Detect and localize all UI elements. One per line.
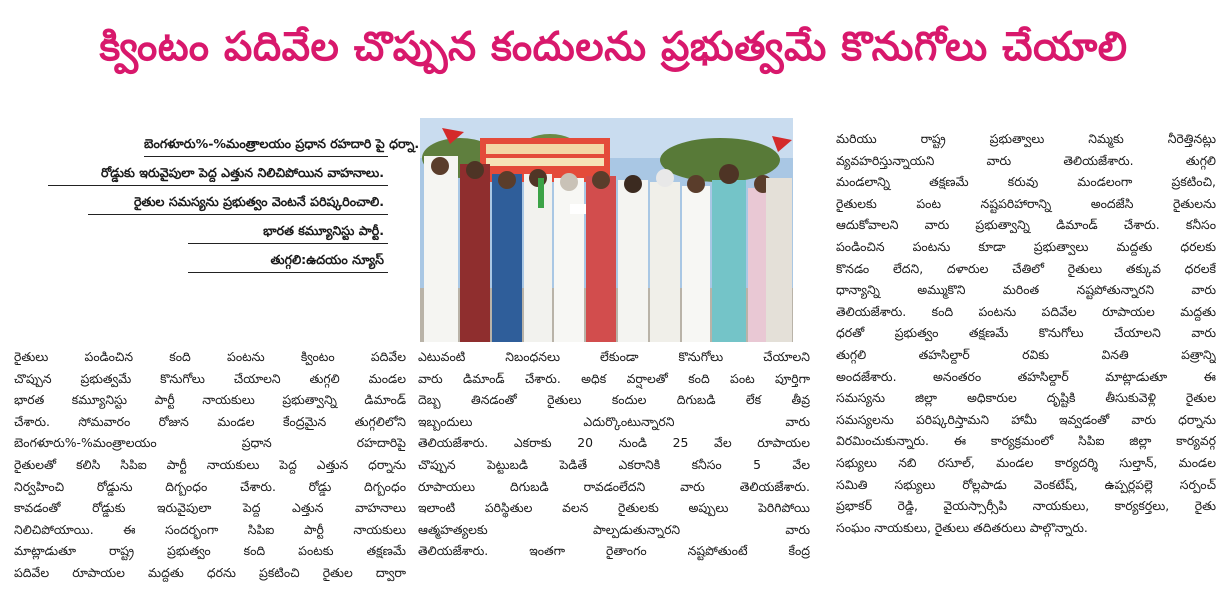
article-line: ఆదుకోవాలని వారు ప్రభుత్వాన్ని డిమాండ్ చేశారు. కనీసం (836, 217, 1216, 233)
highlight-item: రోడ్డుకు ఇరువైపులా పెద్ద ఎత్తున నిలిచిపోయిన వాహనాలు. (48, 159, 388, 186)
article-line: తెలియజేశారు. ఇంతగా రైతాంగం నష్టపోతుంటే కేంద్ర (418, 543, 810, 559)
article-line: సమస్యను జిల్లా అధికారుల దృష్టికి తీసుకువెళ్లి రైతుల (836, 390, 1216, 406)
article-line: ఆత్మహత్యలకు పాల్పడుతున్నారని వారు (418, 521, 810, 537)
article-line: కావడంతో రోడ్డుకు ఇరువైపులా పెద్ద ఎత్తున వాహనాలు (14, 500, 406, 516)
article-line: రైతులకు పంట నష్టపరిహారాన్ని అందజేసి రైతులను (836, 195, 1216, 211)
article-line: మరియు రాష్ట్ర ప్రభుత్వాలు నిమ్మకు నీరెత్తినట్లు (836, 131, 1216, 146)
article-line: సమితి సభ్యులు రోల్లపాడు వెంకటేష్, ఉప్పర్లపల్లె సర్పంచ్ (836, 476, 1216, 492)
article-line: రైతులతో కలిసి సిపిఐ పార్టీ నాయకులు పెద్ద ఎత్తున ధర్నాను (14, 456, 406, 472)
highlight-item: రైతుల సమస్యను ప్రభుత్వం వెంటనే పరిష్కరించాలి. (88, 188, 388, 215)
article-line: సంఘం నాయకులు, రైతులు తదితరులు పాల్గొన్నారు. (836, 519, 1088, 535)
headline: క్వింటం పదివేల చొప్పున కందులను ప్రభుత్వమే కొనుగోలు చేయాలి (99, 24, 1128, 70)
article-line: తెలియజేశారు. కంది పంటను పదివేల రూపాయల మద్దతు (836, 303, 1216, 319)
article-line: అందజేశారు. అనంతరం తహసిల్దార్ మాట్లాడుతూ ఈ (836, 368, 1216, 384)
article-column-2 (418, 346, 810, 562)
article-line: ధరతో ప్రభుత్వం తక్షణమే కొనుగోలు చేయాలని వారు (836, 325, 1216, 341)
article-line: విరమించుకున్నారు. ఈ కార్యక్రమంలో సిపిఐ జిల్లా కార్యవర్గ (836, 433, 1216, 449)
article-line: ఇలాంటి పరిస్థితుల వలన రైతులకు అప్పులు పెరిగిపోయి (418, 500, 810, 516)
article-line: వారు డిమాండ్ చేశారు. అధిక వర్షాలతో కంది పంట పూర్తిగా (418, 370, 810, 386)
article-line: మాట్లాడుతూ రాష్ట్ర ప్రభుత్వం కంది పంటకు తక్షణమే (14, 543, 406, 559)
article-line: పండించిన పంటను కూడా ప్రభుత్వాలు మద్దతు ధరలకు (836, 238, 1216, 254)
article-line: రైతులు పండించిన కంది పంటను క్వింటం పదివేల (14, 349, 406, 364)
article-line: పదివేల రూపాయల మద్దతు ధరను ప్రకటించి రైతుల ద్వారా (14, 564, 406, 580)
highlights-box (48, 130, 420, 275)
highlight-item: బెంగళూరు%-%మంత్రాలయం ప్రధాన రహదారి పై ధర్నా. (144, 130, 388, 157)
article-column-1 (14, 346, 406, 584)
article-line: సమస్యలను పరిష్కరిస్తామని హామీ ఇవ్వడంతో వారు ధర్నాను (836, 411, 1216, 427)
article-line: ఇబ్బందులు ఎదుర్కొంటున్నారని వారు (418, 413, 810, 429)
byline: తుగ్గలి:ఉదయం న్యూస్ (188, 246, 388, 273)
article-line: నిర్వహించి రోడ్డును దిగ్బంధం చేశారు. రోడ్డు దిగ్బంధం (14, 478, 406, 494)
article-column-3 (836, 128, 1216, 538)
article-line: వ్యవహరిస్తున్నాయని వారు తెలియజేశారు. తుగ్గలి (836, 152, 1216, 168)
news-photo (420, 118, 793, 342)
article-line: రూపాయలు దిగుబడి రావడంలేదని వారు తెలియజేశారు. (418, 478, 810, 494)
article-line: కొనడం లేదని, దళారుల చేతిలో రైతులు తక్కువ ధరలకే (836, 260, 1216, 276)
article-line: చేశారు. సోమవారం రోజున మండల కేంద్రమైన తుగ్గలిలోని (14, 413, 406, 429)
article-line: చొప్పున పెట్టుబడి పెడితే ఎకరానికి కనీసం 5 వేల (418, 456, 810, 472)
article-line: ధాన్యాన్ని అమ్ముకొని మరింత నష్టపోతున్నారని వారు (836, 282, 1216, 298)
protest-photo-illustration (420, 118, 793, 342)
article-line: ప్రభాకర్ రెడ్డి, వైయస్సార్సీపి నాయకులు, కార్యకర్తలు, రైతు (836, 498, 1216, 514)
article-line: సభ్యులు నబి రసూల్, మండల కార్యదర్శి సుల్తాన్, మండల (836, 454, 1216, 470)
highlight-item: భారత కమ్యూనిస్టు పార్టీ. (188, 217, 388, 244)
article-line: దెబ్బ తినడంతో రైతులు కందుల దిగుబడి లేక తీవ్ర (418, 392, 810, 408)
article-line: భారత కమ్యూనిస్టు పార్టీ నాయకులు ప్రభుత్వాన్ని డిమాండ్ (14, 392, 406, 408)
article-line: మండలాన్ని తక్షణమే కరువు మండలంగా ప్రకటించి, (836, 174, 1216, 190)
article-line: బెంగళూరు%-%మంత్రాలయం ప్రధాన రహదారిపై (14, 435, 406, 451)
article-line: నిలిచిపోయాయి. ఈ సందర్భంగా సిపిఐ పార్టీ నాయకులు (14, 521, 406, 537)
article-line: చొప్పున ప్రభుత్వమే కొనుగోలు చేయాలని తుగ్గలి మండల (14, 370, 406, 386)
article-line: తుగ్గలి తహసిల్దార్ రవికు వినతి పత్రాన్ని (836, 346, 1216, 362)
article-line: తెలియజేశారు. ఎకరాకు 20 నుండి 25 వేల రూపాయల (418, 435, 810, 451)
article-line: ఎటువంటి నిబంధనలు లేకుండా కొనుగోలు చేయాలని (418, 349, 810, 364)
